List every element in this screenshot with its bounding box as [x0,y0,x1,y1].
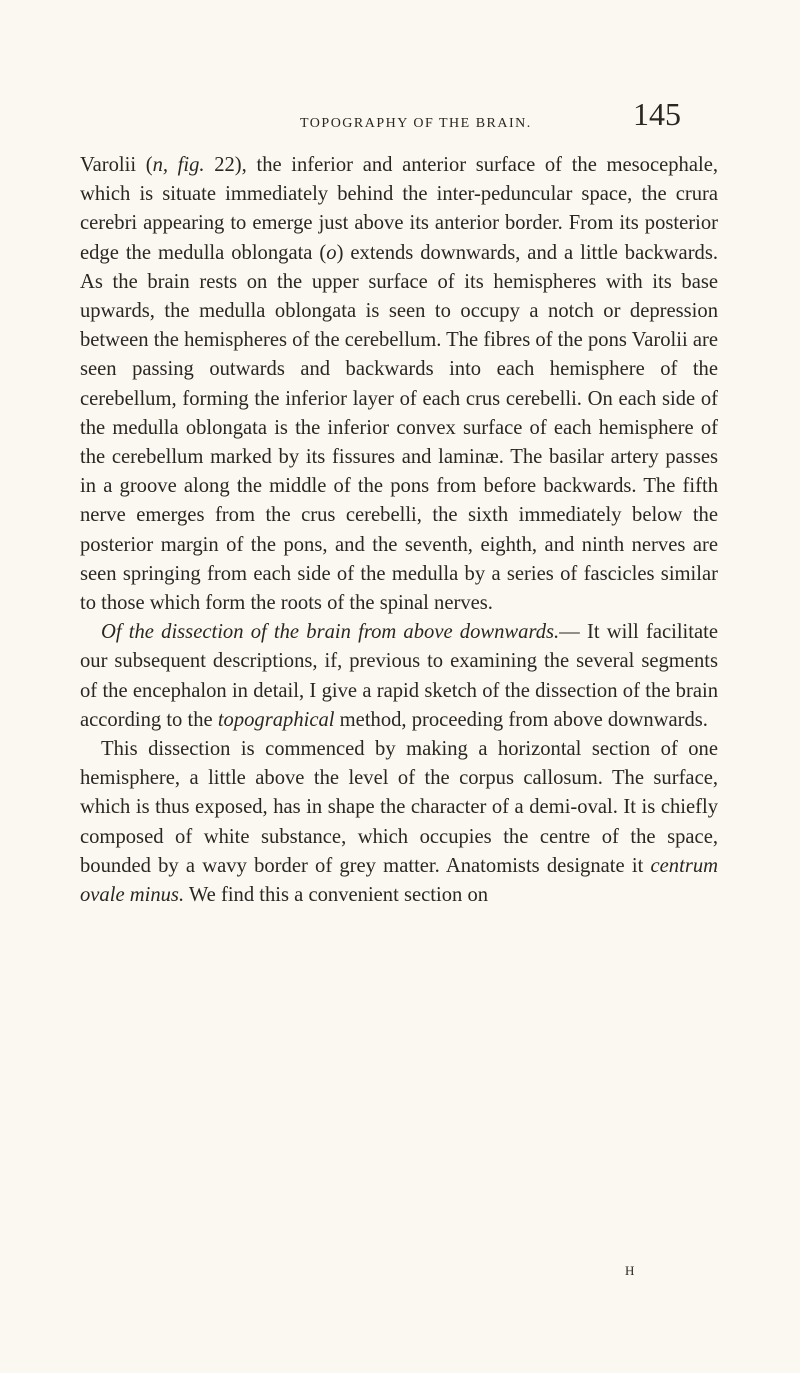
paragraph-2 [80,618,718,735]
paragraph-2-text: — It will facilitate our subsequent descriptions, if, previous to examining the several segments of the encephalon in detail, I give a rapid sketch of the dissection of the brain according to the [80,621,718,731]
paragraph-2-italic: topographical [217,708,335,731]
paragraph-2-tail: method, proceeding from above downwards. [334,708,708,731]
paragraph-3-tail: We find this a convenient section on [184,884,489,907]
signature-mark: H [625,1263,635,1278]
paragraph-1-text-c: 22), the inferior and anterior surface of the mesocephale, which is situate immediately behind the inter-peduncular space, the crura cerebri appearing to emerge just above its anterior border. From its posterior edge the medulla oblongata ( [80,154,718,264]
running-head: TOPOGRAPHY OF THE BRAIN. [300,116,532,131]
section-heading: Of the dissection of the brain from above downwards. [101,621,560,644]
figure-reference: n, fig. [152,154,205,176]
paragraph-3 [80,735,718,910]
body-text [80,151,718,910]
page-number: 145 [633,96,681,132]
paragraph-3-italic: centrum ovale minus. [80,854,718,907]
paragraph-1 [80,151,718,618]
label-o: o [326,241,337,264]
paragraph-1-text-a: Varolii ( [80,154,153,176]
paragraph-1-text-e: ) extends downwards, and a little backwards. As the brain rests on the upper surface of its hemispheres with its base upwards, the medulla oblongata is seen to occupy a notch or depression between the hemispheres of the cerebellum. The fibres of the pons Varolii are seen passing outwards and backwards into each hemisphere of the cerebellum, forming the inferior layer of each crus cerebelli. On each side of the medulla oblongata is the inferior convex surface of each hemisphere of the cerebellum marked by its fissures and laminæ. The basilar artery passes in a groove along the middle of the pons from before backwards. The fifth nerve emerges from the crus cerebelli, the sixth immediately below the posterior margin of the pons, and the seventh, eighth, and ninth nerves are seen springing from each side of the medulla by a series of fascicles similar to those which form the roots of the spinal nerves. [80,241,719,615]
paragraph-3-text: This dissection is commenced by making a horizontal section of one hemisphere, a little above the level of the corpus callosum. The surface, which is thus exposed, has in shape the character of a demi-oval. It is chiefly composed of white substance, which occupies the centre of the space, bounded by a wavy border of grey matter. Anatomists designate it [80,738,718,877]
